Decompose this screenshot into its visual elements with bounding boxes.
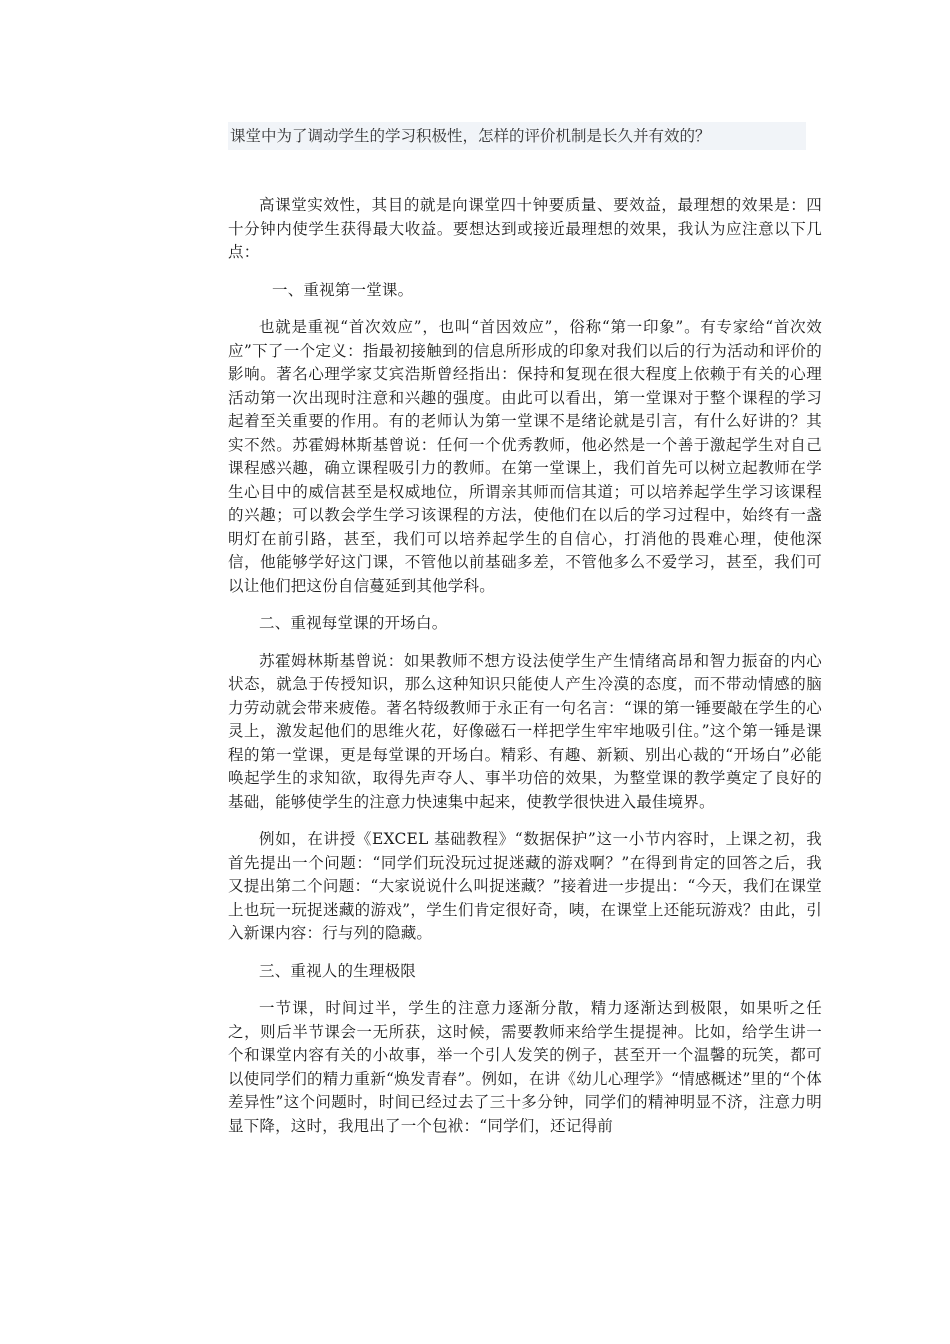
intro-paragraph: 高课堂实效性，其目的就是向课堂四十钟要质量、要效益，最理想的效果是：四十分钟内使学生获得最大收益。要想达到或接近最理想的效果，我认为应注意以下几点：: [228, 196, 822, 261]
section-heading-2: 二、重视每堂课的开场白。: [259, 614, 448, 632]
article-body: [228, 194, 822, 1152]
paragraph-opening-remarks: 苏霍姆林斯基曾说：如果教师不想方设法使学生产生情绪高昂和智力振奋的内心状态，就急于传授知识，那么这种知识只能使人产生冷漠的态度，而不带动情感的脑力劳动就会带来疲倦。著名特级教师于永正有一句名言：“课的第一锤要敲在学生的心灵上，激发起他们的思维火花，好像磁石一样把学生牢牢地吸引住。”这个第一锤是课程的第一堂课，更是每堂课的开场白。精彩、有趣、新颖、别出心裁的“开场白”必能唤起学生的求知欲，取得先声夺人、事半功倍的效果，为整堂课的教学奠定了良好的基础，能够使学生的注意力快速集中起来，使教学很快进入最佳境界。: [228, 651, 822, 811]
question-title: 课堂中为了调动学生的学习积极性，怎样的评价机制是长久并有效的？: [230, 127, 711, 145]
section-heading-3: 三、重视人的生理极限: [259, 961, 417, 980]
section-heading-1: 一、重视第一堂课。: [272, 280, 414, 299]
paragraph-first-lesson: 也就是重视“首次效应”，也叫“首因效应”，俗称“第一印象”。有专家给“首次效应”下了一个定义：指最初接触到的信息所形成的印象对我们以后的行为活动和评价的影响。著名心理学家艾宾浩斯曾经指出：保持和复现在很大程度上依赖于有关的心理活动第一次出现时注意和兴趣的强度。由此可以看出，第一堂课对于整个课程的学习起着至关重要的作用。有的老师认为第一堂课不是绪论就是引言，有什么好讲的？其实不然。苏霍姆林斯基曾说：任何一个优秀教师，他必然是一个善于激起学生对自己课程感兴趣，确立课程吸引力的教师。在第一堂课上，我们首先可以树立起教师在学生心目中的威信甚至是权威地位，所谓亲其师而信其道；可以培养起学生学习该课程的兴趣；可以教会学生学习该课程的方法，使他们在以后的学习过程中，始终有一盏明灯在前引路，甚至，我们可以培养起学生的自信心，打消他的畏难心理，使他深信，他能够学好这门课，不管他以前基础多差，不管他多么不爱学习，甚至，我们可以让他们把这份自信蔓延到其他学科。: [228, 318, 822, 595]
paragraph-physiological-limit: 一节课，时间过半，学生的注意力逐渐分散，精力逐渐达到极限，如果听之任之，则后半节课会一无所获，这时候，需要教师来给学生提提神。比如，给学生讲一个和课堂内容有关的小故事，举一个引人发笑的例子，甚至开一个温馨的玩笑，都可以使同学们的精力重新“焕发青春”。例如，在讲《幼儿心理学》“情感概述”里的“个体差异性”这个问题时，时间已经过去了三十多分钟，同学们的精神明显不济，注意力明显下降，这时，我甩出了一个包袱：“同学们，还记得前: [228, 999, 822, 1135]
paragraph-excel-example: 例如，在讲授《EXCEL 基础教程》“数据保护”这一小节内容时，上课之初，我首先提出一个问题：“同学们玩没玩过捉迷藏的游戏啊？”在得到肯定的回答之后，我又提出第二个问题：“大家说说什么叫捉迷藏？”接着进一步提出：“今天，我们在课堂上也玩一玩捉迷藏的游戏”，学生们肯定很好奇，咦，在课堂上还能玩游戏？由此，引入新课内容：行与列的隐藏。: [228, 830, 822, 942]
